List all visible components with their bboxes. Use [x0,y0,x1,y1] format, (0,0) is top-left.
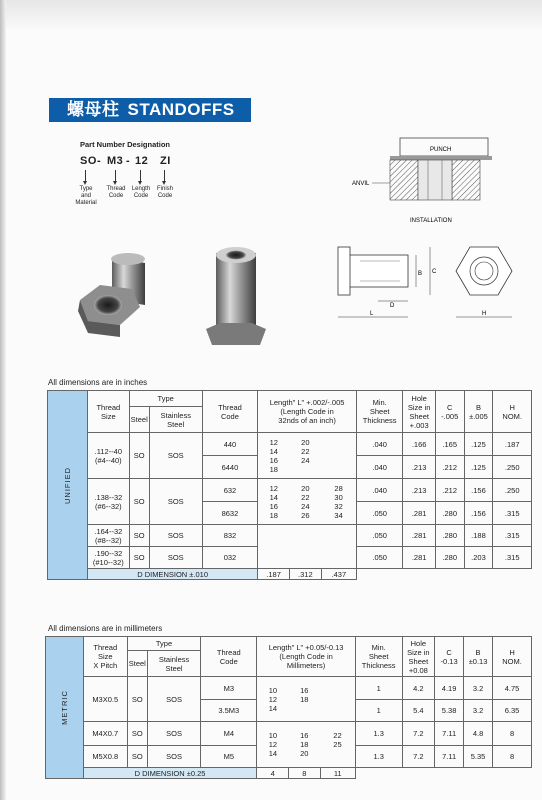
label-type-material: Type and Material [75,186,97,206]
code-finish: ZI [160,155,171,167]
thread-code-cell: M3 [201,677,257,700]
header-stainless: Stainless Steel [147,651,200,677]
header-min-sheet: Min. Sheet Thickness [356,391,402,433]
dim-h-label: H [482,311,487,317]
thread-code-cell: 832 [202,525,257,547]
thread-size-cell: .190--32 (#10--32) [88,547,130,569]
header-c: C -.005 [435,391,464,433]
metric-note: All dimensions are in millimeters [48,624,163,633]
label-thread-code: Thread Code [106,186,126,199]
metric-spec-table [45,636,532,779]
steel-cell: SO [127,746,147,768]
length-col-3: 22 25 [320,722,355,768]
inches-spec-table [47,390,532,580]
b-cell: 5.35 [464,746,493,768]
page-spine-shadow [0,0,6,800]
code-type: SO [80,155,97,167]
d-dimension-value: 8 [289,768,321,779]
c-cell: .280 [435,502,464,525]
stainless-cell: SOS [147,746,200,768]
hole-cell: .281 [403,502,435,525]
hole-cell: .281 [403,547,435,569]
header-b: B ±0.13 [464,637,493,677]
b-cell: .125 [464,456,493,479]
h-cell: .250 [493,456,532,479]
installation-label: INSTALLATION [410,218,452,224]
c-cell: .212 [435,479,464,502]
header-thread-size: Thread Size [88,391,130,433]
length-col-3: 28 30 32 34 [321,479,356,525]
hole-cell: .166 [403,433,435,456]
min-sheet-cell: .050 [356,525,402,547]
code-thread: M3 [107,155,124,167]
c-cell: .212 [435,456,464,479]
thread-code-cell: 632 [202,479,257,502]
code-dash: - [126,155,131,167]
hole-cell: .213 [403,456,435,479]
header-steel: Steel [127,651,147,677]
dim-c-label: C [432,269,437,275]
header-length: Length" L" +.002/-.005 (Length Code in 32nds of an inch) [258,391,357,433]
steel-cell: SO [127,722,147,746]
h-cell: .187 [493,433,532,456]
c-cell: 7.11 [435,746,464,768]
length-col-2: 16 18 [289,677,321,722]
header-thread-size: Thread Size X Pitch [83,637,127,677]
steel-cell: SO [129,547,149,569]
label-length-code: Length Code [131,186,151,199]
min-sheet-cell: .040 [356,456,402,479]
standoff-photo-right [206,247,266,345]
punch-label: PUNCH [430,147,452,153]
stainless-cell: SOS [149,433,202,479]
length-col-2-blank [289,525,321,569]
min-sheet-cell: 1 [355,700,402,722]
table-row [48,479,532,502]
d-dimension-value: .187 [258,569,290,580]
thread-code-cell: M4 [201,722,257,746]
d-dimension-value: 11 [320,768,355,779]
thread-code-cell: 3.5M3 [201,700,257,722]
length-col-3 [321,433,356,479]
hole-cell: .281 [403,525,435,547]
steel-cell: SO [129,479,149,525]
header-thread-code: Thread Code [201,637,257,677]
c-cell: 7.11 [435,722,464,746]
steel-cell: SO [127,677,147,722]
thread-code-cell: 440 [202,433,257,456]
installation-diagram [340,130,500,230]
min-sheet-cell: .050 [356,502,402,525]
hole-cell: 5.4 [402,700,435,722]
b-cell: .125 [464,433,493,456]
section-title [49,98,251,122]
header-min-sheet: Min. Sheet Thickness [355,637,402,677]
code-length: 12 [135,155,149,167]
d-dimension-value: .437 [321,569,356,580]
length-col-2: 20 22 24 [289,433,321,479]
c-cell: 5.38 [435,700,464,722]
length-col-2: 16 18 20 [289,722,321,768]
thread-code-cell: 6440 [202,456,257,479]
header-type: Type [129,391,202,407]
min-sheet-cell: .050 [356,547,402,569]
d-dimension-value: .312 [289,569,321,580]
c-cell: .280 [435,525,464,547]
header-stainless: Stainless Steel [149,407,202,433]
table-header-row [48,391,532,407]
part-number-heading: Part Number Designation [80,140,171,149]
length-col-1: 10 12 14 [257,722,289,768]
length-col-1-blank [258,525,290,569]
length-col-3 [320,677,355,722]
header-type: Type [127,637,200,651]
stainless-cell: SOS [149,479,202,525]
metric-side-label: METRIC [46,637,84,779]
dim-l-label: L [370,311,374,317]
thread-size-cell: M5X0.8 [83,746,127,768]
b-cell: 4.8 [464,722,493,746]
hole-cell: .213 [403,479,435,502]
label-finish-code: Finish Code [156,186,173,199]
dim-d-label: D [390,303,395,309]
steel-cell: SO [129,525,149,547]
d-dimension-label: D DIMENSION ±.010 [88,569,258,580]
arrow-down-icon [85,170,86,182]
header-h: H NOM. [493,391,532,433]
dim-b-label: B [418,271,423,277]
header-b: B ±.005 [464,391,493,433]
header-thread-code: Thread Code [202,391,257,433]
c-cell: .165 [435,433,464,456]
d-dimension-row [46,768,532,779]
length-col-1: 12 14 16 18 [258,479,290,525]
h-cell: 4.75 [493,677,532,700]
min-sheet-cell: .040 [356,433,402,456]
b-cell: .156 [464,502,493,525]
length-col-3-blank [321,525,356,569]
dimension-drawing [330,235,520,330]
empty-cell [356,569,531,580]
thread-code-cell: M5 [201,746,257,768]
thread-size-cell: M3X0.5 [83,677,127,722]
standoff-photo-left [78,253,145,337]
h-cell: .315 [493,502,532,525]
inches-note: All dimensions are in inches [48,378,148,387]
h-cell: .315 [493,525,532,547]
arrow-down-icon [140,170,141,182]
table-row [46,722,532,746]
hole-cell: 7.2 [402,722,435,746]
length-col-2: 20 22 24 26 [289,479,321,525]
header-hole-size: Hole Size in Sheet +0.08 [402,637,435,677]
b-cell: 3.2 [464,700,493,722]
b-cell: .203 [464,547,493,569]
code-dash: - [97,155,102,167]
hole-cell: 4.2 [402,677,435,700]
stainless-cell: SOS [149,525,202,547]
thread-size-cell: .112--40 (#4--40) [88,433,130,479]
stainless-cell: SOS [149,547,202,569]
d-dimension-row [48,569,532,580]
table-row [46,677,532,700]
hole-cell: 7.2 [402,746,435,768]
page-top-shadow [0,0,542,30]
header-h: H NOM. [493,637,532,677]
b-cell: 3.2 [464,677,493,700]
min-sheet-cell: 1 [355,677,402,700]
stainless-cell: SOS [147,722,200,746]
b-cell: .156 [464,479,493,502]
h-cell: 6.35 [493,700,532,722]
c-cell: .280 [435,547,464,569]
anvil-label: ANVIL [352,181,370,187]
d-dimension-label: D DIMENSION ±0.25 [83,768,257,779]
header-length: Length" L" +0.05/-0.13 (Length Code in Millimeters) [257,637,355,677]
header-steel: Steel [129,407,149,433]
stainless-cell: SOS [147,677,200,722]
d-dimension-value: 4 [257,768,289,779]
table-header-row [46,637,532,651]
header-hole-size: Hole Size in Sheet +.003 [403,391,435,433]
thread-code-cell: 032 [202,547,257,569]
unified-side-label: UNIFIED [48,391,88,580]
h-cell: .315 [493,547,532,569]
arrow-down-icon [164,170,165,182]
title-chinese: 螺母柱 [67,100,120,119]
h-cell: 8 [493,722,532,746]
title-english: STANDOFFS [127,100,235,119]
table-row [48,525,532,547]
h-cell: .250 [493,479,532,502]
arrow-down-icon [115,170,116,182]
min-sheet-cell: 1.3 [355,722,402,746]
min-sheet-cell: .040 [356,479,402,502]
header-c: C -0.13 [435,637,464,677]
thread-code-cell: 8632 [202,502,257,525]
product-photos [70,245,300,360]
length-col-1: 12 14 16 18 [258,433,290,479]
c-cell: 4.19 [435,677,464,700]
thread-size-cell: M4X0.7 [83,722,127,746]
thread-size-cell: .164--32 (#8--32) [88,525,130,547]
b-cell: .188 [464,525,493,547]
table-row [48,433,532,456]
steel-cell: SO [129,433,149,479]
empty-cell [355,768,531,779]
min-sheet-cell: 1.3 [355,746,402,768]
length-col-1: 10 12 14 [257,677,289,722]
thread-size-cell: .138--32 (#6--32) [88,479,130,525]
h-cell: 8 [493,746,532,768]
